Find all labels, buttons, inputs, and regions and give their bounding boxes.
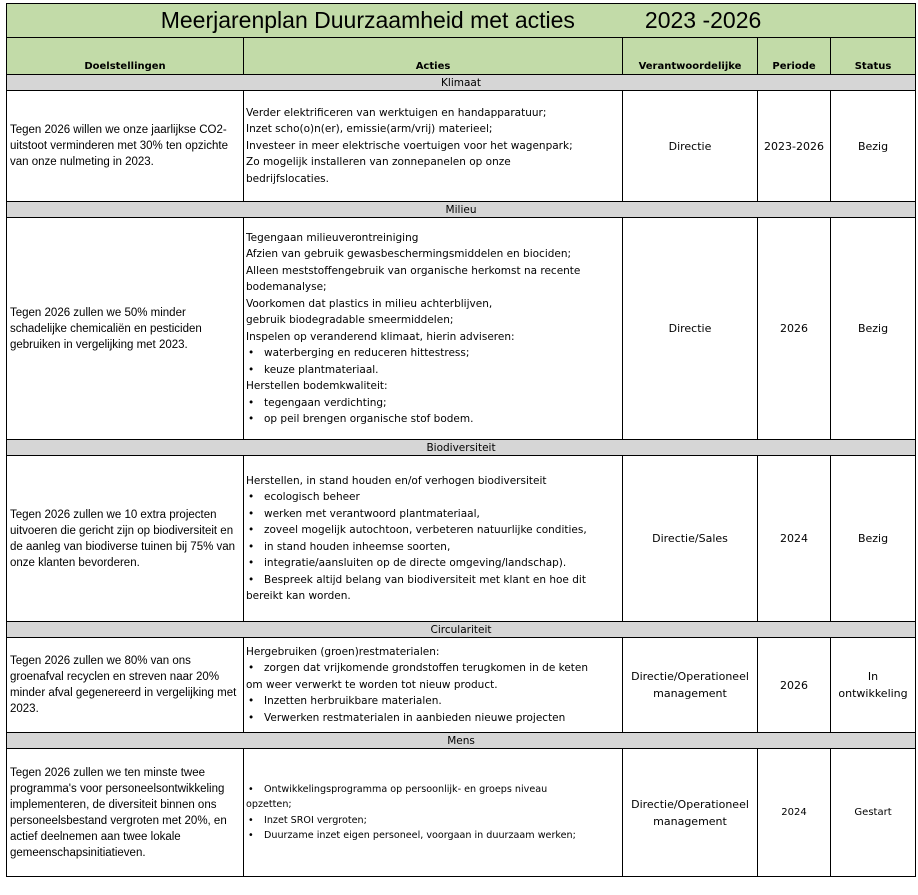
action-bullet: • Inzet SROI vergroten;	[246, 813, 620, 829]
action-line: Alleen meststoffengebruik van organische herkomst na recente	[246, 264, 581, 277]
action-bullet: • werken met verantwoord plantmateriaal,	[246, 506, 620, 523]
action-bullet: • Inzetten herbruikbare materialen.	[246, 693, 620, 710]
action-bullet: • waterberging en reduceren hittestress;	[246, 345, 620, 362]
action-line: opzetten;	[246, 799, 292, 810]
header-row	[7, 38, 916, 75]
action-line: bodemanalyse;	[246, 281, 327, 293]
section-title-biodiversiteit: Biodiversiteit	[7, 440, 916, 456]
actions-cell	[244, 638, 623, 733]
action-line: Inspelen op veranderend klimaat, hierin adviseren:	[246, 330, 515, 343]
action-line: Inzet scho(o)n(er), emissie(arm/vrij) materieel;	[246, 123, 493, 136]
goal-cell: Tegen 2026 zullen we 50% minder schadelijke chemicaliën en pesticiden gebruiken in vergelijking met 2023.	[7, 218, 244, 440]
section-row	[7, 733, 916, 749]
header-doelstellingen: Doelstellingen	[7, 38, 244, 75]
action-line: Zo mogelijk installeren van zonnepanelen op onze	[246, 156, 511, 169]
title-row	[7, 4, 916, 38]
responsible-cell: Directie/Operationeel management	[623, 749, 758, 877]
actions-cell	[244, 749, 623, 877]
action-bullet: • integratie/aansluiten op de directe omgeving/landschap).	[246, 555, 620, 572]
goal-cell: Tegen 2026 willen we onze jaarlijkse CO2-uitstoot verminderen met 30% ten opzichte van onze nulmeting in 2023.	[7, 91, 244, 202]
action-line: om weer verwerkt te worden tot nieuw product.	[246, 678, 498, 691]
goal-cell: Tegen 2026 zullen we 80% van ons groenafval recyclen en streven naar 20% minder afval gegenereerd in vergelijking met 2023.	[7, 638, 244, 733]
actions-cell	[244, 91, 623, 202]
action-line: gebruik biodegradable smeermiddelen;	[246, 314, 454, 326]
section-title-milieu: Milieu	[7, 202, 916, 218]
header-status: Status	[831, 38, 916, 75]
header-verantwoordelijke: Verantwoordelijke	[623, 38, 758, 75]
action-line: Hergebruiken (groen)restmaterialen:	[246, 645, 440, 658]
status-cell: Bezig	[831, 91, 916, 202]
action-bullet: • tegengaan verdichting;	[246, 395, 620, 412]
action-line: Tegengaan milieuverontreiniging	[246, 231, 419, 244]
action-bullet: • Bespreek altijd belang van biodiversiteit met klant en hoe dit	[246, 572, 620, 589]
actions-cell	[244, 456, 623, 622]
title-text: Meerjarenplan Duurzaamheid met acties	[160, 7, 575, 33]
table-row	[7, 638, 916, 733]
responsible-cell: Directie	[623, 218, 758, 440]
action-bullet: • in stand houden inheemse soorten,	[246, 539, 620, 556]
period-cell: 2023-2026	[758, 91, 831, 202]
action-bullet: • op peil brengen organische stof bodem.	[246, 411, 620, 428]
status-cell: In ontwikkeling	[831, 638, 916, 733]
status-cell: Bezig	[831, 456, 916, 622]
action-line: Voorkomen dat plastics in milieu achterblijven,	[246, 297, 493, 310]
period-cell: 2026	[758, 218, 831, 440]
period-cell: 2024	[758, 456, 831, 622]
action-line: Investeer in meer elektrische voertuigen voor het wagenpark;	[246, 139, 573, 152]
action-line: Herstellen, in stand houden en/of verhogen biodiversiteit	[246, 474, 547, 487]
action-line: Verder elektrificeren van werktuigen en handapparatuur;	[246, 106, 547, 119]
page-title	[7, 4, 916, 38]
status-cell: Gestart	[831, 749, 916, 877]
table-row	[7, 91, 916, 202]
responsible-cell: Directie	[623, 91, 758, 202]
section-title-circulariteit: Circulariteit	[7, 622, 916, 638]
action-bullet: • ecologisch beheer	[246, 489, 620, 506]
section-row	[7, 202, 916, 218]
period-range: 2023 -2026	[644, 7, 762, 33]
action-line: bereikt kan worden.	[246, 590, 351, 602]
section-row	[7, 622, 916, 638]
section-title-mens: Mens	[7, 733, 916, 749]
action-bullet: • zorgen dat vrijkomende grondstoffen terugkomen in de keten	[246, 660, 620, 677]
plan-table	[6, 3, 916, 877]
section-row	[7, 75, 916, 91]
sustainability-plan-sheet	[6, 3, 915, 877]
header-acties: Acties	[244, 38, 623, 75]
status-cell: Bezig	[831, 218, 916, 440]
table-row	[7, 456, 916, 622]
period-cell: 2024	[758, 749, 831, 877]
table-row	[7, 749, 916, 877]
action-bullet: • Verwerken restmaterialen in aanbieden nieuwe projecten	[246, 710, 620, 727]
section-title-klimaat: Klimaat	[7, 75, 916, 91]
responsible-cell: Directie/Sales	[623, 456, 758, 622]
action-bullet: • keuze plantmateriaal.	[246, 362, 620, 379]
period-cell: 2026	[758, 638, 831, 733]
goal-cell: Tegen 2026 zullen we 10 extra projecten uitvoeren die gericht zijn op biodiversiteit en de aanleg van biodiverse tuinen bij 75% van onze klanten bevorderen.	[7, 456, 244, 622]
goal-cell: Tegen 2026 zullen we ten minste twee programma's voor personeelsontwikkeling implementeren, de diversiteit binnen ons personeelsbestand vergroten met 20%, en actief deelnemen aan twee lokale gemeenschapsinitiatieven.	[7, 749, 244, 877]
action-bullet: • zoveel mogelijk autochtoon, verbeteren natuurlijke condities,	[246, 522, 620, 539]
responsible-cell: Directie/Operationeel management	[623, 638, 758, 733]
section-row	[7, 440, 916, 456]
header-periode: Periode	[758, 38, 831, 75]
actions-cell	[244, 218, 623, 440]
action-bullet: • Duurzame inzet eigen personeel, voorgaan in duurzaam werken;	[246, 828, 620, 844]
action-line: Herstellen bodemkwaliteit:	[246, 380, 388, 392]
action-line: Afzien van gebruik gewasbeschermingsmiddelen en biociden;	[246, 248, 572, 260]
action-bullet: • Ontwikkelingsprogramma op persoonlijk- en groeps niveau	[246, 782, 620, 798]
table-row	[7, 218, 916, 440]
action-line: bedrijfslocaties.	[246, 172, 329, 185]
